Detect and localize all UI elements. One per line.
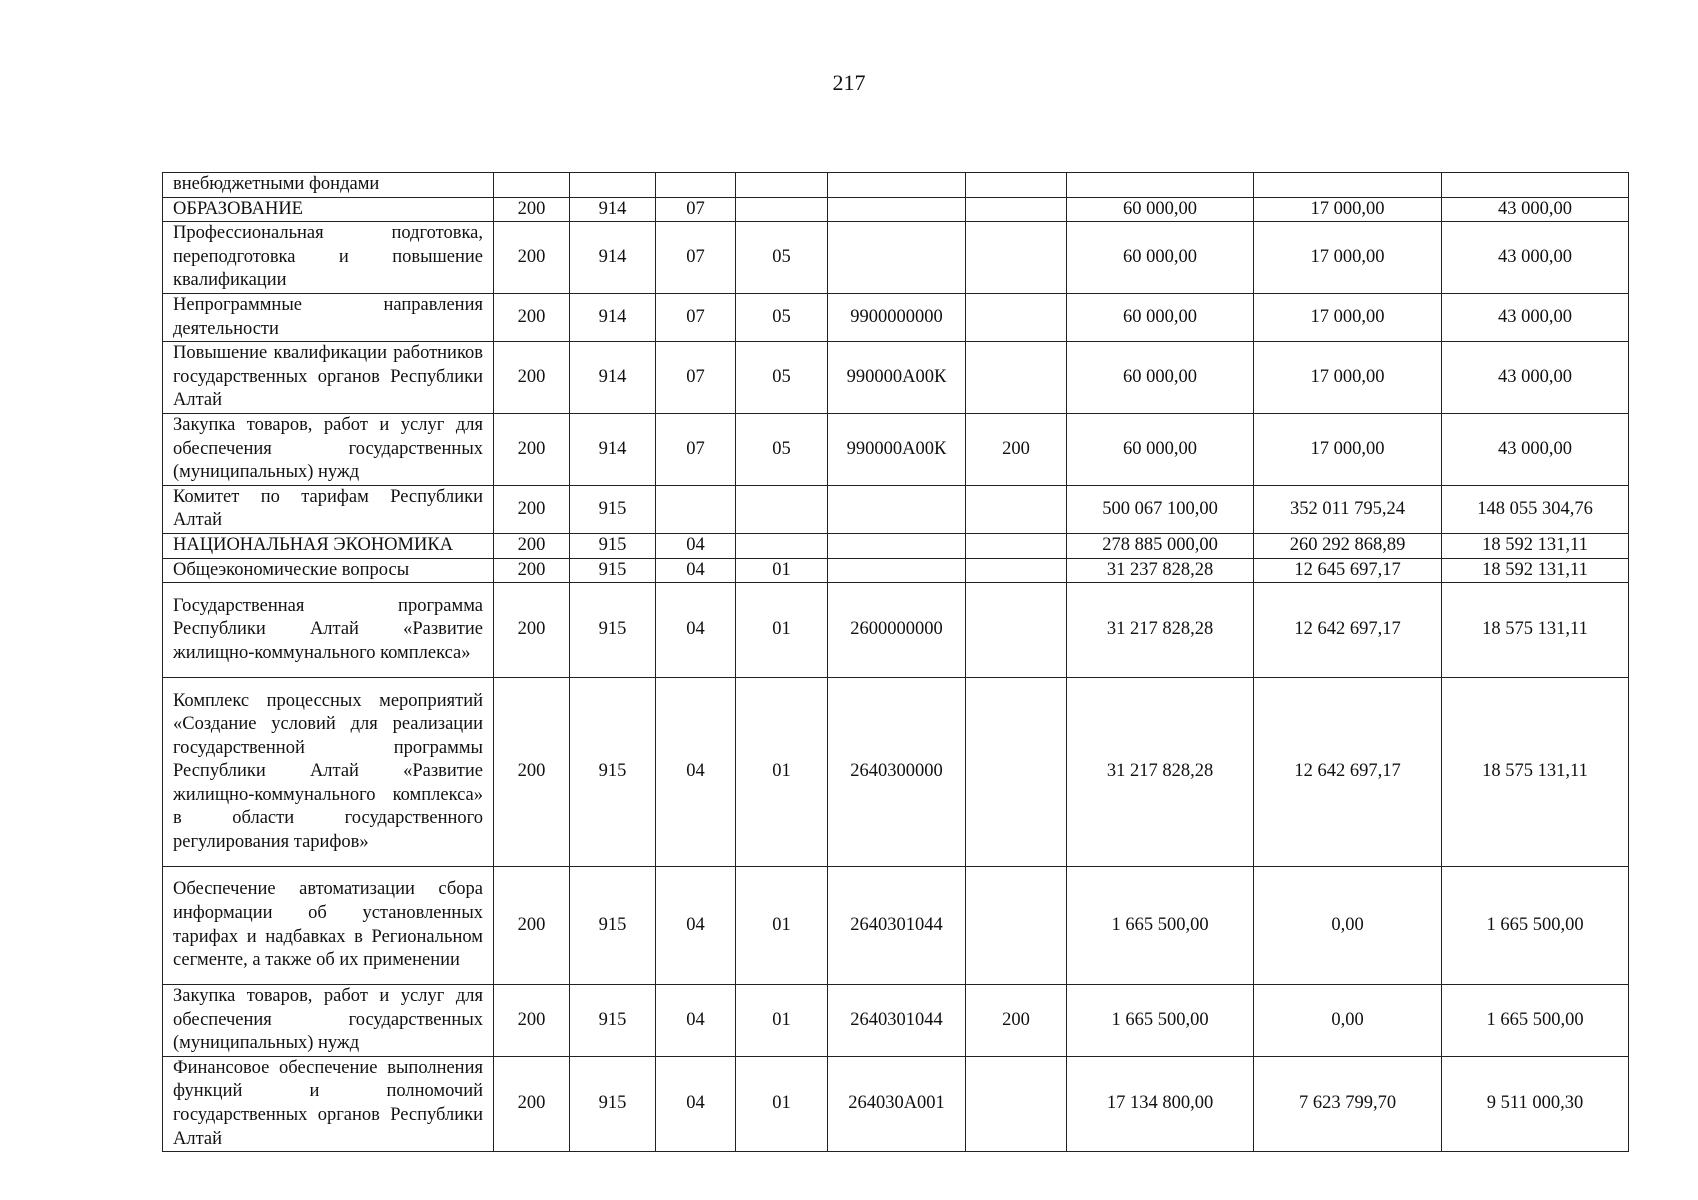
row-name: Финансовое обеспечение выполнения функций и полномочий государственных органов Республики Алтай [163, 1056, 494, 1151]
target-article-code [828, 558, 966, 583]
target-article-code [828, 173, 966, 198]
remaining-amount: 148 055 304,76 [1442, 485, 1629, 533]
row-name: Государственная программа Республики Алтай «Развитие жилищно-коммунального комплекса» [163, 583, 494, 678]
ministry-code: 914 [570, 342, 656, 414]
remaining-amount: 18 592 131,11 [1442, 558, 1629, 583]
section-code: 04 [656, 867, 736, 985]
executed-amount [1254, 173, 1442, 198]
subsection-code: 05 [736, 293, 828, 341]
ministry-code: 915 [570, 558, 656, 583]
subsection-code [736, 197, 828, 222]
expense-type-code [966, 197, 1067, 222]
table-body [163, 173, 1629, 1152]
remaining-amount: 43 000,00 [1442, 293, 1629, 341]
approved-amount: 31 237 828,28 [1067, 558, 1254, 583]
expense-type-code [966, 533, 1067, 558]
ministry-code: 915 [570, 678, 656, 867]
expense-type-code [966, 485, 1067, 533]
approved-amount: 17 134 800,00 [1067, 1056, 1254, 1151]
ministry-code: 915 [570, 583, 656, 678]
admin-code: 200 [494, 293, 570, 341]
row-name: Комплекс процессных мероприятий «Создание условий для реализации государственной программы Республики Алтай «Развитие жилищно-коммунального комплекса» в области государственного регулирования тарифов» [163, 678, 494, 867]
executed-amount: 12 642 697,17 [1254, 583, 1442, 678]
target-article-code: 2640301044 [828, 985, 966, 1057]
admin-code [494, 173, 570, 198]
ministry-code: 915 [570, 985, 656, 1057]
admin-code: 200 [494, 342, 570, 414]
section-code: 07 [656, 342, 736, 414]
target-article-code: 2640301044 [828, 867, 966, 985]
ministry-code: 915 [570, 1056, 656, 1151]
ministry-code: 914 [570, 222, 656, 294]
table-row [163, 583, 1629, 678]
approved-amount: 60 000,00 [1067, 413, 1254, 485]
approved-amount: 1 665 500,00 [1067, 985, 1254, 1057]
admin-code: 200 [494, 678, 570, 867]
expense-type-code [966, 867, 1067, 985]
table-row [163, 678, 1629, 867]
table-row [163, 1056, 1629, 1151]
row-name: ОБРАЗОВАНИЕ [163, 197, 494, 222]
table-row [163, 197, 1629, 222]
section-code: 04 [656, 558, 736, 583]
budget-table [162, 172, 1629, 1152]
subsection-code: 01 [736, 678, 828, 867]
remaining-amount: 18 592 131,11 [1442, 533, 1629, 558]
row-name: Общеэкономические вопросы [163, 558, 494, 583]
admin-code: 200 [494, 533, 570, 558]
target-article-code: 2600000000 [828, 583, 966, 678]
admin-code: 200 [494, 222, 570, 294]
expense-type-code [966, 173, 1067, 198]
executed-amount: 0,00 [1254, 867, 1442, 985]
remaining-amount: 1 665 500,00 [1442, 867, 1629, 985]
subsection-code: 05 [736, 222, 828, 294]
executed-amount: 17 000,00 [1254, 413, 1442, 485]
expense-type-code: 200 [966, 985, 1067, 1057]
admin-code: 200 [494, 867, 570, 985]
section-code: 04 [656, 1056, 736, 1151]
table-row [163, 413, 1629, 485]
subsection-code [736, 485, 828, 533]
subsection-code [736, 533, 828, 558]
approved-amount: 31 217 828,28 [1067, 583, 1254, 678]
admin-code: 200 [494, 558, 570, 583]
subsection-code: 01 [736, 583, 828, 678]
admin-code: 200 [494, 583, 570, 678]
approved-amount: 60 000,00 [1067, 342, 1254, 414]
remaining-amount: 9 511 000,30 [1442, 1056, 1629, 1151]
subsection-code: 01 [736, 985, 828, 1057]
row-name: Повышение квалификации работников государственных органов Республики Алтай [163, 342, 494, 414]
subsection-code: 05 [736, 413, 828, 485]
table-row [163, 985, 1629, 1057]
subsection-code [736, 173, 828, 198]
target-article-code: 990000А00К [828, 413, 966, 485]
remaining-amount: 1 665 500,00 [1442, 985, 1629, 1057]
table-row [163, 173, 1629, 198]
table-row [163, 293, 1629, 341]
target-article-code [828, 197, 966, 222]
admin-code: 200 [494, 485, 570, 533]
section-code: 04 [656, 678, 736, 867]
approved-amount: 500 067 100,00 [1067, 485, 1254, 533]
ministry-code: 915 [570, 485, 656, 533]
expense-type-code [966, 293, 1067, 341]
executed-amount: 12 645 697,17 [1254, 558, 1442, 583]
subsection-code: 01 [736, 558, 828, 583]
row-name: Непрограммные направления деятельности [163, 293, 494, 341]
row-name: Закупка товаров, работ и услуг для обеспечения государственных (муниципальных) нужд [163, 413, 494, 485]
remaining-amount: 43 000,00 [1442, 342, 1629, 414]
row-name: Закупка товаров, работ и услуг для обеспечения государственных (муниципальных) нужд [163, 985, 494, 1057]
executed-amount: 17 000,00 [1254, 222, 1442, 294]
table-row [163, 533, 1629, 558]
expense-type-code [966, 342, 1067, 414]
target-article-code [828, 485, 966, 533]
admin-code: 200 [494, 197, 570, 222]
table-row [163, 222, 1629, 294]
section-code: 07 [656, 293, 736, 341]
table-row [163, 867, 1629, 985]
ministry-code [570, 173, 656, 198]
row-name: НАЦИОНАЛЬНАЯ ЭКОНОМИКА [163, 533, 494, 558]
executed-amount: 17 000,00 [1254, 293, 1442, 341]
ministry-code: 914 [570, 413, 656, 485]
approved-amount [1067, 173, 1254, 198]
row-name: Обеспечение автоматизации сбора информации об установленных тарифах и надбавках в Региональном сегменте, а также об их применении [163, 867, 494, 985]
executed-amount: 352 011 795,24 [1254, 485, 1442, 533]
executed-amount: 7 623 799,70 [1254, 1056, 1442, 1151]
admin-code: 200 [494, 413, 570, 485]
target-article-code: 990000А00К [828, 342, 966, 414]
remaining-amount: 43 000,00 [1442, 197, 1629, 222]
ministry-code: 915 [570, 867, 656, 985]
expense-type-code: 200 [966, 413, 1067, 485]
ministry-code: 914 [570, 197, 656, 222]
executed-amount: 260 292 868,89 [1254, 533, 1442, 558]
remaining-amount: 18 575 131,11 [1442, 678, 1629, 867]
row-name: внебюджетными фондами [163, 173, 494, 198]
section-code: 07 [656, 222, 736, 294]
subsection-code: 05 [736, 342, 828, 414]
table-row [163, 342, 1629, 414]
expense-type-code [966, 678, 1067, 867]
approved-amount: 60 000,00 [1067, 222, 1254, 294]
page-number: 217 [832, 70, 866, 95]
remaining-amount: 43 000,00 [1442, 413, 1629, 485]
ministry-code: 915 [570, 533, 656, 558]
expense-type-code [966, 558, 1067, 583]
expense-type-code [966, 222, 1067, 294]
remaining-amount [1442, 173, 1629, 198]
target-article-code: 2640300000 [828, 678, 966, 867]
executed-amount: 12 642 697,17 [1254, 678, 1442, 867]
row-name: Комитет по тарифам Республики Алтай [163, 485, 494, 533]
approved-amount: 60 000,00 [1067, 293, 1254, 341]
expense-type-code [966, 583, 1067, 678]
subsection-code: 01 [736, 1056, 828, 1151]
section-code: 07 [656, 197, 736, 222]
admin-code: 200 [494, 1056, 570, 1151]
target-article-code [828, 222, 966, 294]
ministry-code: 914 [570, 293, 656, 341]
section-code: 07 [656, 413, 736, 485]
section-code: 04 [656, 533, 736, 558]
table-row [163, 485, 1629, 533]
executed-amount: 17 000,00 [1254, 342, 1442, 414]
executed-amount: 0,00 [1254, 985, 1442, 1057]
target-article-code: 9900000000 [828, 293, 966, 341]
section-code [656, 485, 736, 533]
subsection-code: 01 [736, 867, 828, 985]
row-name: Профессиональная подготовка, переподготовка и повышение квалификации [163, 222, 494, 294]
executed-amount: 17 000,00 [1254, 197, 1442, 222]
section-code: 04 [656, 985, 736, 1057]
approved-amount: 60 000,00 [1067, 197, 1254, 222]
approved-amount: 31 217 828,28 [1067, 678, 1254, 867]
section-code: 04 [656, 583, 736, 678]
table-row [163, 558, 1629, 583]
target-article-code [828, 533, 966, 558]
remaining-amount: 43 000,00 [1442, 222, 1629, 294]
target-article-code: 264030А001 [828, 1056, 966, 1151]
section-code [656, 173, 736, 198]
approved-amount: 1 665 500,00 [1067, 867, 1254, 985]
expense-type-code [966, 1056, 1067, 1151]
admin-code: 200 [494, 985, 570, 1057]
remaining-amount: 18 575 131,11 [1442, 583, 1629, 678]
approved-amount: 278 885 000,00 [1067, 533, 1254, 558]
